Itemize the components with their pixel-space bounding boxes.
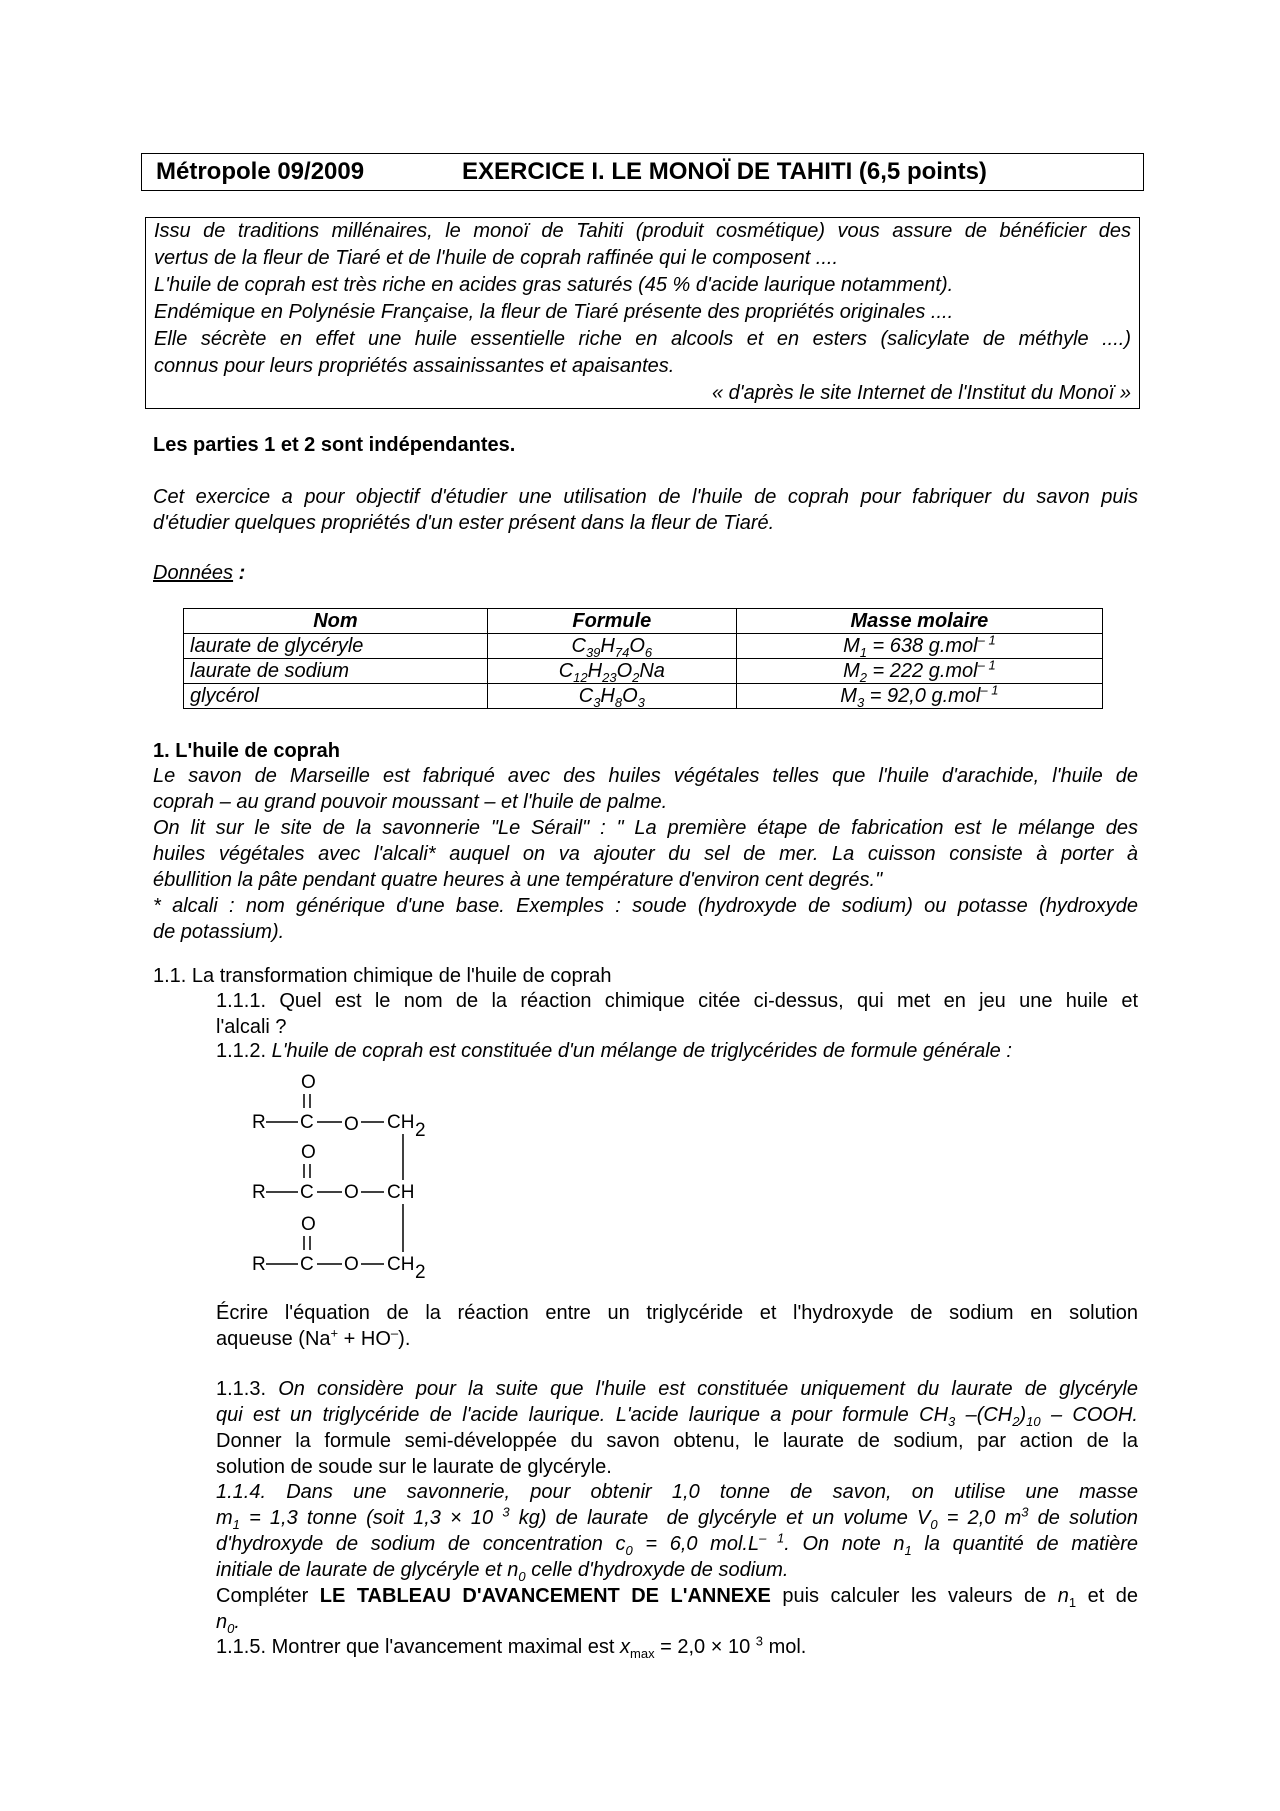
cell-mass: $M_1 = 638$ g.mol$^{- 1}$: [736, 634, 1102, 659]
oxygen-label: O: [344, 1114, 359, 1135]
intro-line: vertus de la fleur de Tiaré et de l'huile de coprah raffinée qui le composent ....: [154, 247, 839, 269]
cell-mass: $M_3 = 92,0$ g.mol$^{- 1}$: [736, 684, 1102, 709]
cell-name: laurate de sodium: [184, 659, 488, 684]
carbon-label: C: [300, 1182, 314, 1203]
triglyceride-formula: [250, 1070, 490, 1285]
ch-label: CH: [387, 1182, 415, 1203]
column-header-molar-mass: Masse molaire: [736, 609, 1102, 634]
oxygen-label: O: [301, 1072, 316, 1093]
section-1-line: huiles végétales avec l'alcali* auquel on va ajouter du sel de mer. La cuisson consiste à porter à: [153, 843, 1138, 865]
question-line: d'hydroxyde de sodium de concentration $c_0 = 6,0$ $mol.L^{- 1}$. On note $n_1$ la quantité de matière: [216, 1530, 1139, 1558]
question-line: Donner la formule semi-développée du savon obtenu, le laurate de sodium, par action de la: [216, 1430, 1138, 1452]
question-1-1-1: [216, 988, 1138, 1040]
cell-name: glycérol: [184, 684, 488, 709]
section-1-line: de potassium).: [153, 921, 285, 943]
column-header-formula: Formule: [487, 609, 736, 634]
table-row: [184, 659, 1103, 684]
column-header-name: Nom: [184, 609, 488, 634]
data-colon: :: [233, 562, 246, 584]
question-1-1-5: 1.1.5. Montrer que l'avancement maximal est $x_{max} = 2,0 \times 10$ $^3$ mol.: [216, 1633, 807, 1661]
question-line: 1.1.1. Quel est le nom de la réaction chimique citée ci-dessus, qui met en jeu une huile et: [216, 990, 1138, 1012]
r-group-label: R: [252, 1112, 266, 1133]
section-1-line: * alcali : nom générique d'une base. Exemples : soude (hydroxyde de sodium) ou potasse (hydroxyde: [153, 895, 1138, 917]
carbon-label: C: [300, 1254, 314, 1275]
question-1-1-2-task: [216, 1300, 1138, 1352]
oxygen-label: O: [301, 1214, 316, 1235]
oxygen-label: O: [344, 1254, 359, 1275]
exercise-header: [141, 153, 1144, 191]
question-line: solution de soude sur le laurate de glycéryle.: [216, 1456, 612, 1478]
question-line: $n_0$.: [216, 1611, 240, 1636]
cell-formula: $C_3H_8O_3$: [487, 684, 736, 709]
section-1-line: Le savon de Marseille est fabriqué avec des huiles végétales telles que l'huile d'arachide, l'huile de: [153, 765, 1138, 787]
task-text: Compléter: [216, 1585, 320, 1607]
question-line: l'alcali ?: [216, 1016, 287, 1038]
question-1-1-title: 1.1. La transformation chimique de l'huile de coprah: [153, 965, 612, 987]
intro-line: Issu de traditions millénaires, le monoï de Tahiti (produit cosmétique) vous assure de bénéficier des: [154, 220, 1131, 242]
question-number: 1.1.2.: [216, 1040, 272, 1062]
subscript-2: 2: [415, 1120, 426, 1141]
question-line: $m_1 = 1,3$ tonne (soit 1,3 × 10 $^3$ kg) de laurate de glycéryle et un volume $V_0 = 2,0$ $m^3$ de solution: [216, 1504, 1139, 1532]
r-group-label: R: [252, 1182, 266, 1203]
intro-line: connus pour leurs propriétés assainissantes et apaisantes.: [154, 355, 675, 377]
oxygen-label: O: [301, 1142, 316, 1163]
data-table: [183, 608, 1103, 709]
objective-line: Cet exercice a pour objectif d'étudier une utilisation de l'huile de coprah pour fabriquer du savon puis: [153, 486, 1138, 508]
ch2-label: CH: [387, 1112, 415, 1133]
intro-line: Endémique en Polynésie Française, la fleur de Tiaré présente des propriétés originales ....: [154, 301, 954, 323]
intro-line: L'huile de coprah est très riche en acides gras saturés (45 % d'acide laurique notamment).: [154, 274, 954, 296]
section-1-line: coprah – au grand pouvoir moussant – et l'huile de palme.: [153, 791, 668, 813]
data-heading: [153, 560, 245, 586]
ch2-label: CH: [387, 1254, 415, 1275]
header-session: Métropole 09/2009: [156, 158, 365, 185]
intro-source: « d'après le site Internet de l'Institut du Monoï »: [712, 382, 1131, 404]
data-label: Données: [153, 562, 234, 584]
question-line: 1.1.4. Dans une savonnerie, pour obtenir 1,0 tonne de savon, on utilise une masse: [216, 1481, 1138, 1503]
triglyceride-structure-svg: [250, 1070, 490, 1285]
intro-line: Elle sécrète en effet une huile essentielle riche en alcools et en esters (salicylate de méthyle ....): [154, 328, 1131, 350]
cell-formula: $C_{39}H_{74}O_6$: [487, 634, 736, 659]
question-line: Écrire l'équation de la réaction entre un triglycéride et l'hydroxyde de sodium en solution: [216, 1302, 1138, 1324]
question-1-1-4: [216, 1479, 1138, 1583]
question-line: qui est un triglycéride de l'acide laurique. L'acide laurique a pour formule $CH_3$ $-(CH_2)_{10}$ – COOH.: [216, 1404, 1138, 1429]
section-1-title: 1. L'huile de coprah: [153, 740, 341, 762]
header-title: EXERCICE I. LE MONOÏ DE TAHITI (6,5 points): [462, 158, 987, 185]
question-1-1-4-task: [216, 1583, 1138, 1635]
objective-line: d'étudier quelques propriétés d'un ester présent dans la fleur de Tiaré.: [153, 512, 775, 534]
carbon-label: C: [300, 1112, 314, 1133]
oxygen-label: O: [344, 1182, 359, 1203]
section-1-paragraph: [153, 763, 1138, 945]
cell-name: laurate de glycéryle: [184, 634, 488, 659]
objective-paragraph: [153, 484, 1138, 536]
subscript-2: 2: [415, 1262, 426, 1283]
section-1-line: ébullition la pâte pendant quatre heures à une température d'environ cent degrés.": [153, 869, 883, 891]
question-text: L'huile de coprah est constituée d'un mélange de triglycérides de formule générale :: [271, 1040, 1012, 1062]
section-1-line: On lit sur le site de la savonnerie "Le Sérail" : " La première étape de fabrication est le mélange des: [153, 817, 1138, 839]
annex-table-reference: LE TABLEAU D'AVANCEMENT DE L'ANNEXE: [319, 1585, 771, 1607]
parts-note: Les parties 1 et 2 sont indépendantes.: [153, 434, 516, 456]
table-row: [184, 634, 1103, 659]
table-header-row: [184, 609, 1103, 634]
intro-quote-box: [145, 217, 1140, 409]
table-row: [184, 684, 1103, 709]
question-line: aqueuse (Na+ + HO–).: [216, 1325, 411, 1350]
question-1-1-3: [216, 1376, 1138, 1480]
r-group-label: R: [252, 1254, 266, 1275]
question-line: Compléter LE TABLEAU D'AVANCEMENT DE L'ANNEXE puis calculer les valeurs de $n_1$ et de: [216, 1585, 1139, 1610]
question-1-1-2: [216, 1038, 1012, 1064]
cell-mass: $M_2 = 222$ g.mol$^{- 1}$: [736, 659, 1102, 684]
question-line: initiale de laurate de glycéryle et $n_0$ celle d'hydroxyde de sodium.: [216, 1559, 789, 1584]
cell-formula: $C_{12}H_{23}O_2Na$: [487, 659, 736, 684]
question-line: 1.1.3. On considère pour la suite que l'huile est constituée uniquement du laurate de glycéryle: [216, 1378, 1138, 1400]
